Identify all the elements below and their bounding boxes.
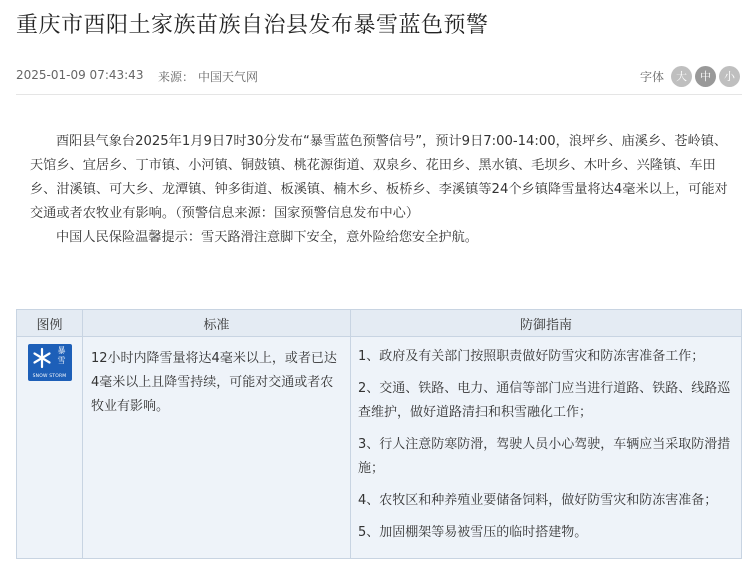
header-legend: 图例 bbox=[17, 310, 83, 337]
icon-cn-label: 暴雪 bbox=[57, 346, 66, 365]
article-body bbox=[30, 130, 735, 250]
header-guide: 防御指南 bbox=[351, 310, 742, 337]
source-name: 中国天气网 bbox=[198, 70, 259, 84]
publish-date: 2025-01-09 07:43:43 bbox=[16, 68, 144, 82]
standard-text: 12小时内降雪量将达4毫米以上，或者已达4毫米以上且降雪持续，可能对交通或者农牧业有影响。 bbox=[91, 351, 337, 414]
snowflake-icon bbox=[32, 347, 52, 369]
guide-item: 4、农牧区和种养殖业要储备饲料，做好防雪灾和防冻害准备； bbox=[358, 493, 718, 508]
article-meta bbox=[16, 64, 740, 88]
guide-cell bbox=[351, 337, 742, 559]
source-label: 来源： bbox=[158, 70, 195, 84]
font-size-small-button[interactable]: 小 bbox=[719, 66, 740, 87]
article-paragraph: 酉阳县气象台2025年1月9日7时30分发布“暴雪蓝色预警信号”，预计9日7:00-14:00，浪坪乡、庙溪乡、苍岭镇、天馆乡、宜居乡、丁市镇、小河镇、铜鼓镇、桃花源街道、双泉乡、花田乡、黑水镇、毛坝乡、木叶乡、兴隆镇、车田乡、泔溪镇、可大乡、龙潭镇、钟多街道、板溪镇、楠木乡、板桥乡、李溪镇等24个乡镇降雪量将达4毫米以上，可能对交通或者农牧业有影响。（预警信息来源：国家预警信息发布中心） bbox=[30, 134, 728, 221]
table-header-row bbox=[17, 310, 742, 337]
header-divider bbox=[16, 94, 742, 95]
page-title: 重庆市酉阳土家族苗族自治县发布暴雪蓝色预警 bbox=[16, 13, 489, 38]
guide-item: 1、政府及有关部门按照职责做好防雪灾和防冻害准备工作； bbox=[358, 349, 705, 364]
header-standard: 标准 bbox=[83, 310, 351, 337]
guide-item: 3、行人注意防寒防滑，驾驶人员小心驾驶，车辆应当采取防滑措施； bbox=[358, 437, 731, 476]
legend-cell bbox=[17, 337, 83, 559]
table-row bbox=[17, 337, 742, 559]
font-size-control bbox=[640, 64, 740, 88]
guide-item: 5、加固棚架等易被雪压的临时搭建物。 bbox=[358, 525, 588, 540]
font-size-medium-button[interactable]: 中 bbox=[695, 66, 716, 87]
font-size-label: 字体 bbox=[639, 69, 664, 84]
snow-storm-blue-warning-icon bbox=[28, 344, 72, 381]
font-size-large-button[interactable]: 大 bbox=[671, 66, 692, 87]
article-paragraph: 中国人民保险温馨提示：雪天路滑注意脚下安全，意外险给您安全护航。 bbox=[56, 230, 478, 245]
standard-cell bbox=[83, 337, 351, 559]
guide-item: 2、交通、铁路、电力、通信等部门应当进行道路、铁路、线路巡查维护，做好道路清扫和积雪融化工作； bbox=[358, 381, 731, 420]
icon-en-label: SNOW STORM bbox=[32, 374, 67, 379]
warning-guide-table bbox=[16, 309, 742, 559]
